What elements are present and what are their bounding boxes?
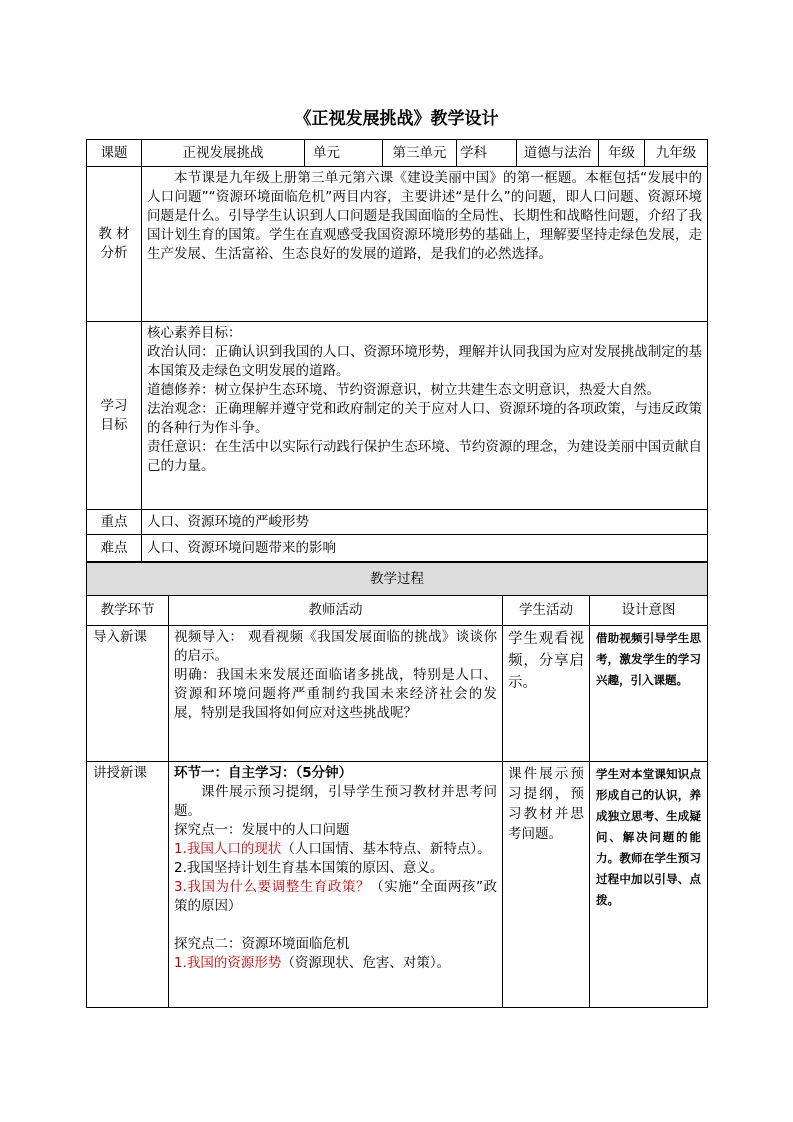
teacher-line-blank [174, 916, 497, 935]
teacher-line-rest: （人口国情、基本特点、新特点）。 [281, 841, 491, 857]
difficulty-text: 人口、资源环境问题带来的影响 [142, 535, 708, 562]
process-header: 教学过程 [87, 563, 708, 596]
stage-label: 讲授新课 [87, 762, 169, 1008]
col-header-intent: 设计意图 [590, 596, 708, 626]
objective-line: 核心素养目标： [147, 325, 242, 341]
key-point-label: 重点 [87, 510, 142, 535]
objectives-label: 学习 目标 [87, 322, 142, 510]
teacher-line: 课件展示预习提纲，引导学生预习教材并思考问题。 [174, 784, 497, 819]
teacher-line-highlight: 1.我国人口的现状 [174, 841, 282, 857]
teacher-line-highlight: 1.我国的资源形势 [174, 955, 282, 971]
topic-label: 课题 [87, 140, 142, 167]
process-column-headers [87, 596, 708, 626]
analysis-label: 教 材 分析 [87, 167, 142, 322]
objective-line: 政治认同：正确认识到我国的人口、资源环境形势，理解并认同我国为应对发展挑战制定的基本国策及走绿色文明发展的道路。 [147, 344, 702, 379]
teacher-line-rest: （实施“全面两孩”政策的原因） [174, 879, 497, 914]
teacher-line: 探究点二：资源环境面临危机 [174, 936, 350, 952]
difficulty-label: 难点 [87, 535, 142, 562]
teacher-line [174, 878, 497, 916]
teacher-activity [169, 762, 503, 1008]
teacher-line: 视频导入： 观看视频《我国发展面临的挑战》谈谈你的启示。 [174, 629, 497, 664]
objective-line: 责任意识：在生活中以实际行动践行保护生态环境、节约资源的理念，为建设美丽中国贡献自己的力量。 [147, 439, 702, 474]
design-intent: 借助视频引导学生思考，激发学生的学习兴趣，引入课题。 [590, 626, 708, 762]
info-row [87, 140, 708, 167]
teacher-line: 探究点一：发展中的人口问题 [174, 822, 350, 838]
teacher-line-highlight: 3.我国为什么要调整生育政策？ [174, 879, 371, 895]
unit-label: 单元 [305, 140, 383, 167]
objectives-text-cell [142, 322, 708, 510]
col-header-stage: 教学环节 [87, 596, 169, 626]
subject-label: 学科 [457, 140, 517, 167]
objective-line: 道德修养：树立保护生态环境、节约资源意识，树立共建生态文明意识，热爱大自然。 [147, 382, 660, 398]
process-header-row [87, 563, 708, 596]
subject-value: 道德与法治 [517, 140, 599, 167]
teacher-activity [169, 626, 503, 762]
key-point-row [87, 510, 708, 535]
design-intent: 学生对本堂课知识点形成自己的认识，养成独立思考、生成疑问、解决问题的能力。教师在学生预习过程中加以引导、点拨。 [590, 762, 708, 1008]
student-activity: 学生观看视频，分享启示。 [503, 626, 590, 762]
teacher-line: 环节一：自主学习：（5分钟） [174, 765, 353, 781]
objectives-row [87, 322, 708, 510]
difficulty-row [87, 535, 708, 562]
analysis-text-cell [142, 167, 708, 322]
col-header-student: 学生活动 [503, 596, 590, 626]
document-title: 《正视发展挑战》教学设计 [294, 109, 499, 129]
unit-value: 第三单元 [383, 140, 457, 167]
analysis-text: 本节课是九年级上册第三单元第六课《建设美丽中国》的第一框题。本框包括“发展中的人口问题”“资源环境面临危机”两目内容，主要讲述“是什么”的问题，即人口问题、资源环境问题是什么。引导学生认识到人口问题是我国面临的全局性、长期性和战略性问题，介绍了我国计划生育的国策。学生在直观感受我国资源环境形势的基础上，理解要坚持走绿色发展，走生产发展、生活富裕、生态良好的发展的道路，是我们的必然选择。 [147, 170, 702, 262]
topic-value: 正视发展挑战 [142, 140, 305, 167]
teacher-line-rest: （资源现状、危害、对策）。 [281, 955, 451, 971]
process-row-teaching [87, 762, 708, 1008]
key-point-text: 人口、资源环境的严峻形势 [142, 510, 708, 535]
analysis-row [87, 167, 708, 322]
grade-value: 九年级 [645, 140, 708, 167]
student-activity: 课件展示预习提纲，预习教材并思考问题。 [503, 762, 590, 1008]
col-header-teacher: 教师活动 [169, 596, 503, 626]
teacher-line [174, 840, 497, 859]
process-table [86, 562, 708, 1008]
teacher-line: 2.我国坚持计划生育基本国策的原因、意义。 [174, 860, 444, 876]
teacher-line: 明确：我国未来发展还面临诸多挑战，特别是人口、资源和环境问题将严重制约我国未来经济社会的发展，特别是我国将如何应对这些挑战呢？ [174, 667, 497, 721]
lesson-info-table [86, 139, 708, 562]
process-row-intro [87, 626, 708, 762]
objective-line: 法治观念：正确理解并遵守党和政府制定的关于应对人口、资源环境的各项政策，与违反政策的各种行为作斗争。 [147, 401, 702, 436]
teacher-line [174, 954, 497, 973]
grade-label: 年级 [599, 140, 645, 167]
stage-label: 导入新课 [87, 626, 169, 762]
